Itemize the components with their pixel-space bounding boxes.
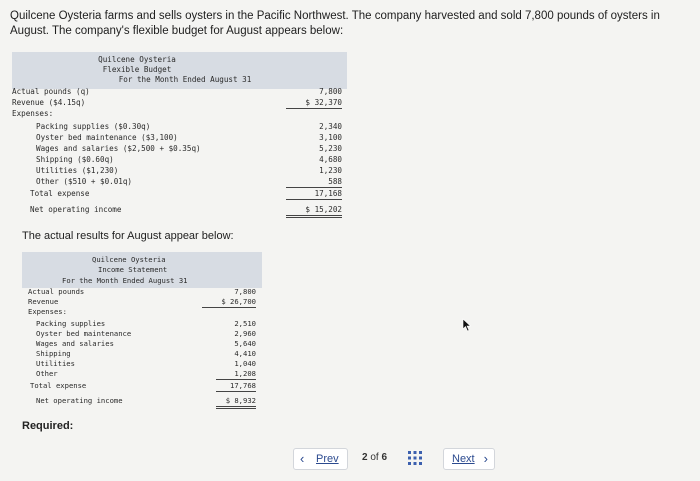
row-value: 4,410	[234, 349, 256, 358]
flexible-budget-period: For the Month Ended August 31	[118, 75, 252, 84]
row-label: Actual pounds	[28, 287, 85, 296]
row-label: Packing supplies ($0.30q)	[36, 122, 151, 131]
page-of: of	[370, 452, 379, 463]
table-row	[22, 369, 262, 379]
row-value: 5,230	[319, 144, 342, 153]
row-value: 5,640	[234, 339, 256, 348]
mouse-cursor-icon	[462, 318, 472, 332]
table-row	[22, 287, 262, 297]
table-row	[12, 154, 347, 165]
table-row	[22, 339, 262, 349]
row-label: Utilities	[36, 359, 75, 368]
flexible-budget-company: Quilcene Oysteria	[98, 55, 176, 64]
chevron-right-icon: ›	[483, 451, 488, 466]
row-value: 4,680	[319, 155, 342, 164]
row-label: Revenue ($4.15q)	[12, 98, 86, 107]
row-value: 2,510	[234, 319, 256, 328]
table-row	[12, 97, 347, 108]
row-value: 7,800	[234, 287, 256, 296]
table-row	[12, 188, 347, 199]
row-label: Net operating income	[30, 205, 122, 214]
row-value: $ 32,370	[286, 97, 342, 109]
table-row	[22, 319, 262, 329]
income-statement-header	[22, 252, 262, 288]
row-value: 1,230	[319, 166, 342, 175]
page-total: 6	[381, 452, 388, 463]
table-row	[22, 359, 262, 369]
row-label: Revenue	[28, 297, 59, 306]
table-row	[22, 396, 262, 406]
table-row	[12, 108, 347, 119]
row-value: 7,800	[319, 87, 342, 96]
page-current: 2	[362, 452, 368, 463]
table-row	[12, 143, 347, 154]
row-label: Total expense	[30, 381, 87, 390]
row-label: Shipping	[36, 349, 71, 358]
row-label: Packing supplies	[36, 319, 106, 328]
table-row	[12, 204, 347, 215]
prev-button[interactable]	[293, 448, 348, 470]
row-value: $ 8,932	[216, 396, 256, 409]
table-row	[22, 381, 262, 391]
row-value: 1,040	[234, 359, 256, 368]
next-button[interactable]	[443, 448, 495, 470]
flexible-budget-title: Flexible Budget	[102, 65, 172, 74]
table-row	[12, 165, 347, 176]
table-row	[22, 329, 262, 339]
table-row	[12, 86, 347, 97]
income-statement-period: For the Month Ended August 31	[62, 276, 188, 285]
row-label: Shipping ($0.60q)	[36, 155, 114, 164]
row-value: 17,768	[216, 381, 256, 392]
row-value: $ 15,202	[286, 204, 342, 218]
row-label: Oyster bed maintenance	[36, 329, 132, 338]
row-value: 2,340	[319, 122, 342, 131]
row-label: Utilities ($1,230)	[36, 166, 119, 175]
required-heading: Required:	[22, 420, 74, 432]
row-label: Wages and salaries	[36, 339, 114, 348]
flexible-budget-header	[12, 52, 347, 89]
row-label: Wages and salaries ($2,500 + $0.35q)	[36, 144, 201, 153]
table-row	[12, 121, 347, 132]
problem-intro: Quilcene Oysteria farms and sells oysters in the Pacific Northwest. The company harvested and sold 7,800 pounds of oysters in August. The company's flexible budget for August appears below:	[10, 10, 660, 37]
income-statement-company: Quilcene Oysteria	[92, 255, 166, 264]
row-value: $ 26,700	[202, 297, 256, 308]
row-label: Expenses:	[28, 307, 67, 316]
flexible-budget-table	[12, 52, 347, 222]
table-row	[22, 307, 262, 317]
row-label: Other ($510 + $0.01q)	[36, 177, 133, 186]
row-label: Expenses:	[12, 109, 54, 118]
row-label: Total expense	[30, 189, 90, 198]
page-indicator	[362, 452, 387, 463]
table-row	[22, 297, 262, 307]
grid-icon[interactable]	[407, 450, 423, 466]
row-value: 1,208	[216, 369, 256, 380]
row-label: Net operating income	[36, 396, 123, 405]
income-statement-title: Income Statement	[98, 265, 168, 274]
row-label: Oyster bed maintenance ($3,100)	[36, 133, 178, 142]
prev-button-label: Prev	[316, 453, 339, 465]
row-value: 588	[286, 176, 342, 188]
table-row	[12, 176, 347, 187]
row-value: 2,960	[234, 329, 256, 338]
actual-results-lead: The actual results for August appear below:	[22, 230, 234, 242]
row-value: 3,100	[319, 133, 342, 142]
row-label: Other	[36, 369, 58, 378]
table-row	[12, 132, 347, 143]
next-button-label: Next	[452, 453, 475, 465]
row-value: 17,168	[286, 188, 342, 200]
table-row	[22, 349, 262, 359]
chevron-left-icon: ‹	[300, 451, 305, 466]
income-statement-table	[22, 252, 262, 412]
row-label: Actual pounds (q)	[12, 87, 90, 96]
